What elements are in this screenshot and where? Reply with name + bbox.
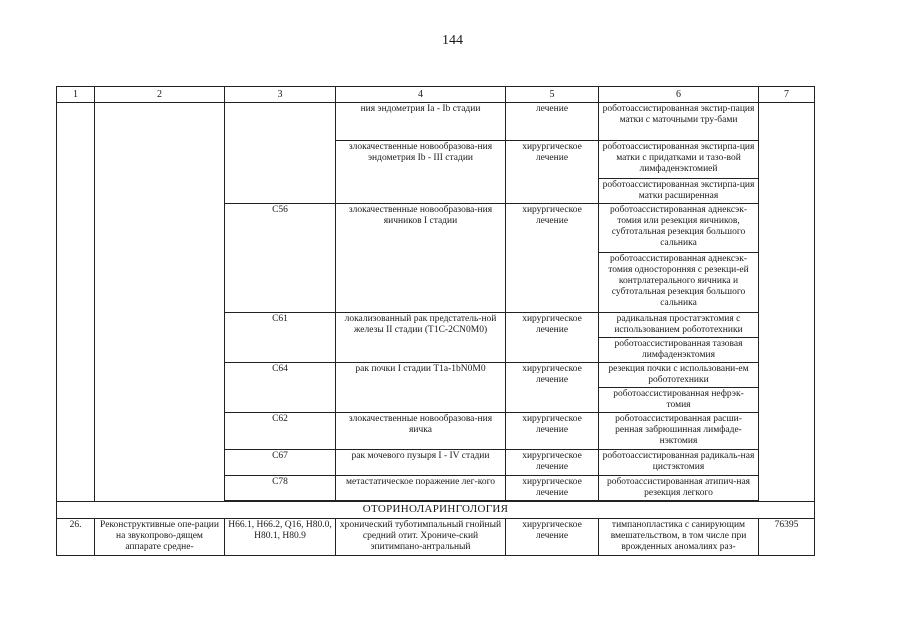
table-row bbox=[57, 519, 815, 556]
cell-group-name: Реконструктивные опе-рации на звукопрово-дящем аппарате средне- bbox=[95, 519, 225, 556]
treatment-table bbox=[56, 86, 815, 556]
header-cell: 5 bbox=[506, 87, 599, 103]
header-cell: 3 bbox=[225, 87, 336, 103]
cell-method: роботоассистированная аднексэк-томия односторонняя с резекци-ей контрлатерального яичника и субтотальная резекция большого сальника bbox=[599, 253, 759, 313]
cell-method: роботоассистированная экстир-пация матки с маточными тру-бами bbox=[599, 103, 759, 141]
header-cell: 4 bbox=[336, 87, 506, 103]
cell-method: роботоассистированная экстирпа-ция матки расширенная bbox=[599, 179, 759, 204]
cell-method: резекция почки с использовани-ем робототехники bbox=[599, 363, 759, 388]
cell-method: роботоассистированная атипич-ная резекция легкого bbox=[599, 476, 759, 501]
cell-col7 bbox=[759, 103, 815, 502]
cell-method: роботоассистированная тазовая лимфаденэктомия bbox=[599, 338, 759, 363]
section-row bbox=[57, 502, 815, 519]
cell-icd-code: C64 bbox=[225, 363, 336, 413]
table-header-row bbox=[57, 87, 815, 103]
cell-icd-code: C67 bbox=[225, 450, 336, 476]
cell-icd-code: H66.1, H66.2, Q16, H80.0, H80.1, H80.9 bbox=[225, 519, 336, 556]
section-title: ОТОРИНОЛАРИНГОЛОГИЯ bbox=[57, 502, 815, 519]
cell-treatment-type: хирургическое лечение bbox=[506, 363, 599, 413]
cell-icd-code: C56 bbox=[225, 204, 336, 313]
header-cell: 1 bbox=[57, 87, 95, 103]
cell-diagnosis: злокачественные новообразова-ния яичников I стадии bbox=[336, 204, 506, 313]
cell-method: роботоассистированная аднексэк-томия или резекция яичников, субтотальная резекция большого сальника bbox=[599, 204, 759, 253]
cell-method: роботоассистированная расши-ренная забрюшинная лимфаде-нэктомия bbox=[599, 413, 759, 450]
cell-diagnosis: рак почки I стадии T1a-1bN0M0 bbox=[336, 363, 506, 413]
cell-diagnosis: метастатическое поражение лег-кого bbox=[336, 476, 506, 501]
cell-diagnosis: ния эндометрия Ia - Ib стадии bbox=[336, 103, 506, 141]
cell-method: тимпанопластика с санирующим вмешательством, в том числе при врожденных аномалиях раз- bbox=[599, 519, 759, 556]
cell-price: 76395 bbox=[759, 519, 815, 556]
cell-method: роботоассистированная нефрэк-томия bbox=[599, 388, 759, 413]
cell-treatment-type: хирургическое лечение bbox=[506, 413, 599, 450]
cell-icd-code: C78 bbox=[225, 476, 336, 501]
header-cell: 7 bbox=[759, 87, 815, 103]
cell-col3 bbox=[225, 103, 336, 204]
cell-diagnosis: злокачественные новообразова-ния яичка bbox=[336, 413, 506, 450]
cell-diagnosis: рак мочевого пузыря I - IV стадии bbox=[336, 450, 506, 476]
cell-col2 bbox=[95, 103, 225, 502]
cell-treatment-type: хирургическое лечение bbox=[506, 204, 599, 313]
cell-treatment-type: хирургическое лечение bbox=[506, 519, 599, 556]
cell-treatment-type: хирургическое лечение bbox=[506, 141, 599, 204]
cell-treatment-type: хирургическое лечение bbox=[506, 313, 599, 363]
cell-method: роботоассистированная экстирпа-ция матки с придатками и тазо-вой лимфаденэктомией bbox=[599, 141, 759, 179]
cell-treatment-type: хирургическое лечение bbox=[506, 476, 599, 501]
page-number: 144 bbox=[442, 33, 463, 48]
cell-method: роботоассистированная радикаль-ная цистэктомия bbox=[599, 450, 759, 476]
cell-diagnosis: злокачественные новообразова-ния эндометрия Ib - III стадии bbox=[336, 141, 506, 204]
cell-treatment-type: хирургическое лечение bbox=[506, 450, 599, 476]
row-number: 26. bbox=[57, 519, 95, 556]
table-row bbox=[57, 103, 815, 141]
header-cell: 6 bbox=[599, 87, 759, 103]
cell-icd-code: C61 bbox=[225, 313, 336, 363]
cell-method: радикальная простатэктомия с использованием робототехники bbox=[599, 313, 759, 338]
cell-diagnosis: локализованный рак предстатель-ной железы II стадии (T1C-2CN0M0) bbox=[336, 313, 506, 363]
cell-treatment-type: лечение bbox=[506, 103, 599, 141]
cell-col1 bbox=[57, 103, 95, 502]
cell-icd-code: C62 bbox=[225, 413, 336, 450]
cell-diagnosis: хронический туботимпальный гнойный средний отит. Хрониче-ский эпитимпано-антральный bbox=[336, 519, 506, 556]
header-cell: 2 bbox=[95, 87, 225, 103]
